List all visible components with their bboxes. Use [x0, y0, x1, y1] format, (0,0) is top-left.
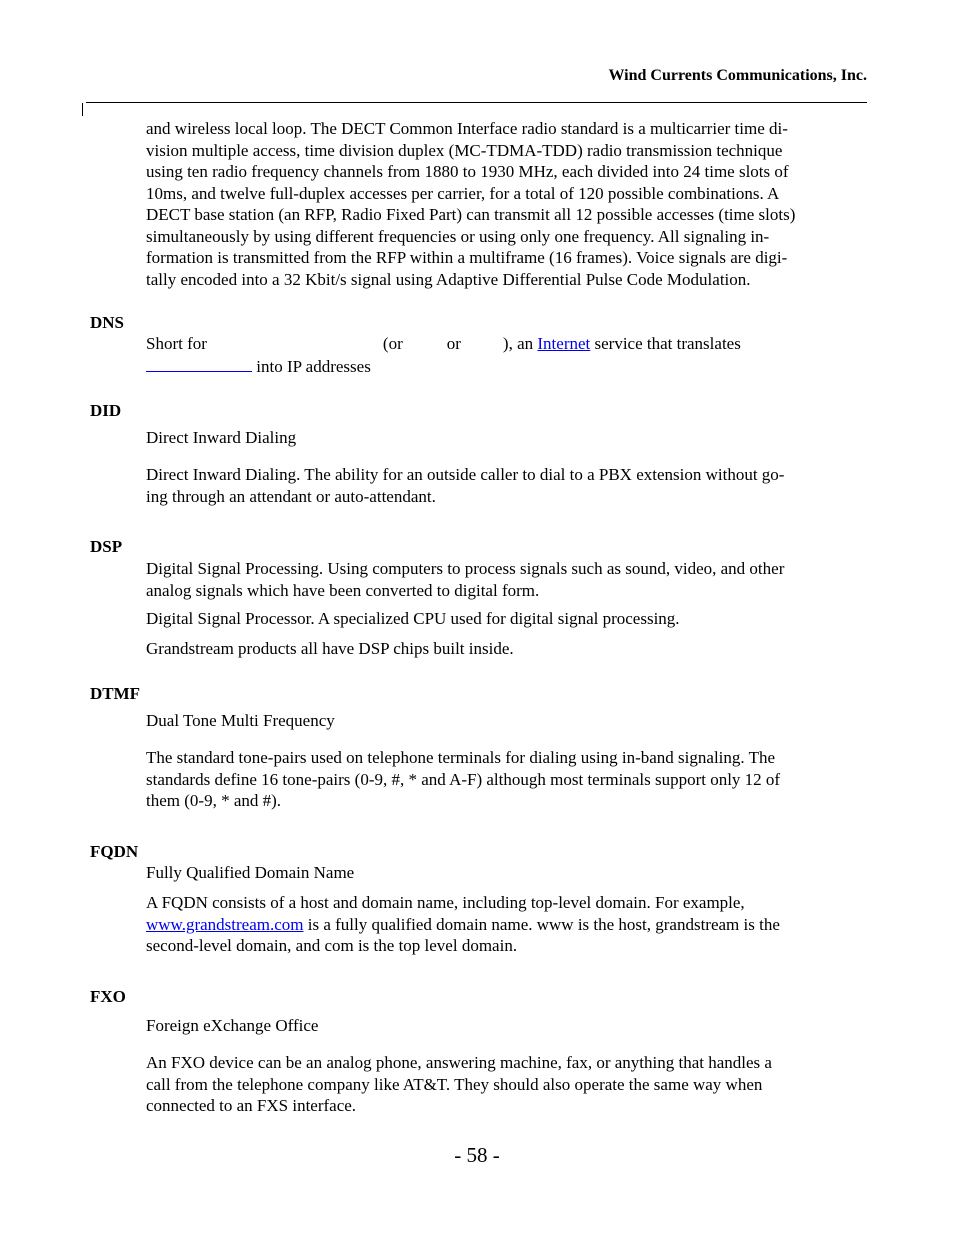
- definition-line: them (0-9, * and #).: [146, 791, 282, 810]
- definition-line: A FQDN consists of a host and domain name, including top-level domain. For example,: [146, 893, 745, 912]
- text-line: tally encoded into a 32 Kbit/s signal using Adaptive Differential Pulse Code Modulation.: [146, 269, 751, 289]
- text-fragment: or: [446, 334, 461, 353]
- definition-line: Grandstream products all have DSP chips built inside.: [146, 639, 514, 658]
- text-line: simultaneously by using different frequencies or using only one frequency. All signaling in-: [146, 226, 770, 246]
- text-fragment: service that translates: [594, 334, 741, 353]
- term-expansion: Direct Inward Dialing: [146, 428, 297, 447]
- definition-line: call from the telephone company like AT&T. They should also operate the same way when: [146, 1074, 763, 1094]
- definition-line: Digital Signal Processing. Using computers to process signals such as sound, video, and other: [146, 559, 785, 578]
- definition-line: The standard tone-pairs used on telephone terminals for dialing using in-band signaling. The: [146, 748, 776, 767]
- definition-line: Digital Signal Processor. A specialized CPU used for digital signal processing.: [146, 609, 680, 628]
- company-name: Wind Currents Communications, Inc.: [608, 67, 867, 84]
- definition-line: [146, 914, 780, 936]
- definition-line: An FXO device can be an analog phone, answering machine, fax, or anything that handles a: [146, 1053, 772, 1072]
- internet-link[interactable]: Internet: [537, 334, 591, 353]
- term-heading: FXO: [90, 987, 126, 1006]
- text-line: vision multiple access, time division duplex (MC-TDMA-TDD) radio transmission technique: [146, 140, 783, 160]
- definition-line: second-level domain, and com is the top level domain.: [146, 936, 518, 955]
- definition-line: [146, 333, 741, 355]
- text-fragment: Short for: [146, 334, 207, 353]
- page-number: - 58 -: [454, 1143, 500, 1167]
- definition-line: [146, 355, 371, 378]
- definition-line: standards define 16 tone-pairs (0-9, #, * and A-F) although most terminals support only 12 of: [146, 769, 781, 789]
- term-expansion: Fully Qualified Domain Name: [146, 863, 355, 882]
- term-heading: DTMF: [90, 684, 141, 703]
- term-heading: FQDN: [90, 842, 139, 861]
- blank-link[interactable]: [146, 355, 252, 372]
- definition-line: ing through an attendant or auto-attendant.: [146, 486, 436, 506]
- term-expansion: Dual Tone Multi Frequency: [146, 711, 335, 730]
- term-heading: DNS: [90, 313, 125, 332]
- definition-line: Direct Inward Dialing. The ability for an outside caller to dial to a PBX extension without go-: [146, 465, 785, 484]
- change-bar-mark: [82, 103, 83, 116]
- text-line: using ten radio frequency channels from 1880 to 1930 MHz, each divided into 24 time slots of: [146, 162, 789, 181]
- term-heading: DID: [90, 401, 122, 420]
- text-fragment: ), an: [502, 334, 534, 353]
- text-line: formation is transmitted from the RFP within a multiframe (16 frames). Voice signals are digi-: [146, 248, 788, 267]
- text-line: and wireless local loop. The DECT Common Interface radio standard is a multicarrier time di-: [146, 119, 788, 138]
- header-rule: [86, 102, 867, 103]
- grandstream-link[interactable]: www.grandstream.com: [146, 914, 304, 934]
- text-line: DECT base station (an RFP, Radio Fixed Part) can transmit all 12 possible accesses (time slots): [146, 205, 796, 224]
- definition-line: connected to an FXS interface.: [146, 1096, 357, 1115]
- text-fragment: (or: [382, 334, 403, 353]
- term-heading: DSP: [90, 537, 123, 556]
- text-fragment: into IP addresses: [256, 356, 371, 376]
- text-fragment: is a fully qualified domain name. www is the host, grandstream is the: [303, 914, 780, 934]
- definition-line: analog signals which have been converted to digital form.: [146, 580, 540, 600]
- text-line: 10ms, and twelve full-duplex accesses per carrier, for a total of 120 possible combinations. A: [146, 183, 780, 203]
- term-expansion: Foreign eXchange Office: [146, 1016, 319, 1035]
